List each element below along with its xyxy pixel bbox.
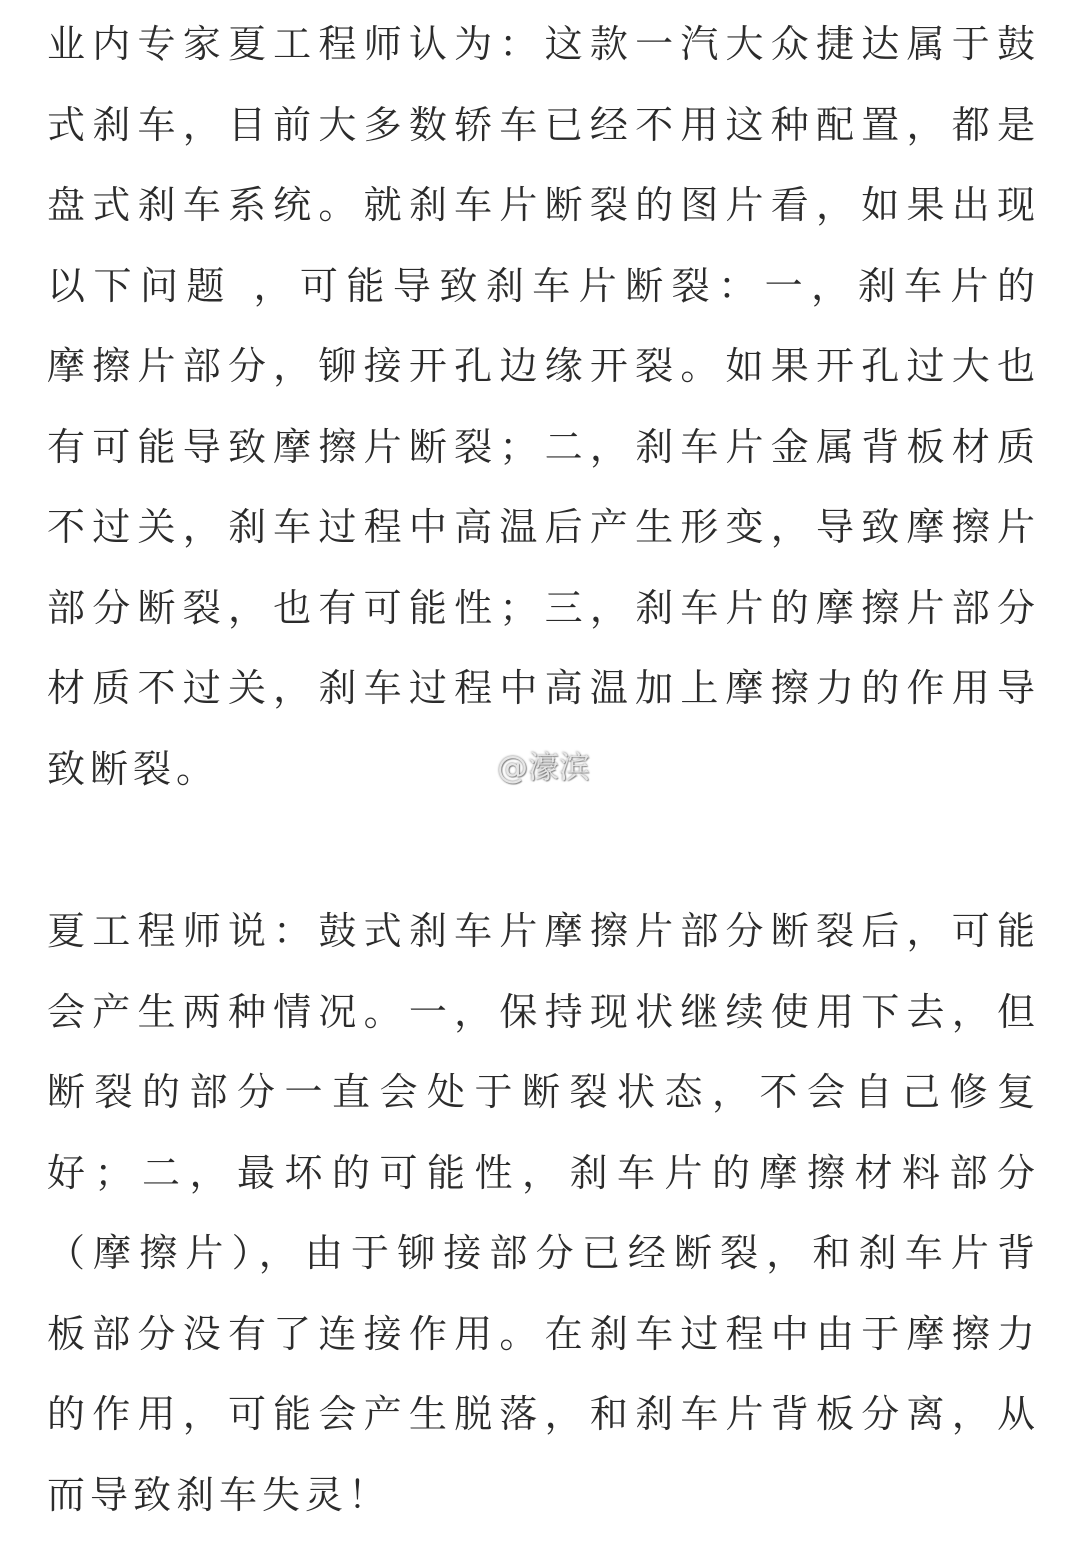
text-line: 式刹车，目前大多数轿车已经不用这种配置，都是 — [47, 102, 1037, 147]
paragraph-engineer-explanation — [47, 891, 1037, 1535]
text-line: 而导致刹车失灵！ — [47, 1472, 392, 1517]
text-line: 不过关，刹车过程中高温后产生形变，导致摩擦片 — [47, 505, 1037, 549]
paragraph-expert-opinion — [47, 4, 1037, 809]
text-line: 致断裂。 — [47, 746, 220, 791]
text-line: 有可能导致摩擦片断裂；二，刹车片金属背板材质 — [47, 424, 1037, 469]
text-line: 业内专家夏工程师认为：这款一汽大众捷达属于鼓 — [47, 22, 1037, 66]
text-line: 会产生两种情况。一，保持现状继续使用下去，但 — [47, 989, 1037, 1034]
text-line: 好；二，最坏的可能性，刹车片的摩擦材料部分 — [47, 1150, 1037, 1195]
text-line: 以下问题 ，可能导致刹车片断裂：一，刹车片的 — [47, 263, 1037, 308]
text-line: 断裂的部分一直会处于断裂状态，不会自己修复 — [47, 1070, 1037, 1114]
text-line: 板部分没有了连接作用。在刹车过程中由于摩擦力 — [47, 1311, 1037, 1356]
text-line: 部分断裂，也有可能性；三，刹车片的摩擦片部分 — [47, 585, 1037, 630]
text-line: （摩擦片），由于铆接部分已经断裂，和刹车片背 — [47, 1231, 1037, 1275]
text-line: 材质不过关，刹车过程中高温加上摩擦力的作用导 — [47, 666, 1037, 710]
text-line: 夏工程师说：鼓式刹车片摩擦片部分断裂后，可能 — [47, 909, 1037, 953]
text-line: 盘式刹车系统。就刹车片断裂的图片看，如果出现 — [47, 183, 1037, 227]
paragraph-spacer — [47, 809, 1037, 891]
text-line: 摩擦片部分，铆接开孔边缘开裂。如果开孔过大也 — [47, 344, 1037, 388]
watermark: @濠滨 — [497, 750, 590, 786]
text-line: 的作用，可能会产生脱落，和刹车片背板分离，从 — [47, 1392, 1037, 1436]
